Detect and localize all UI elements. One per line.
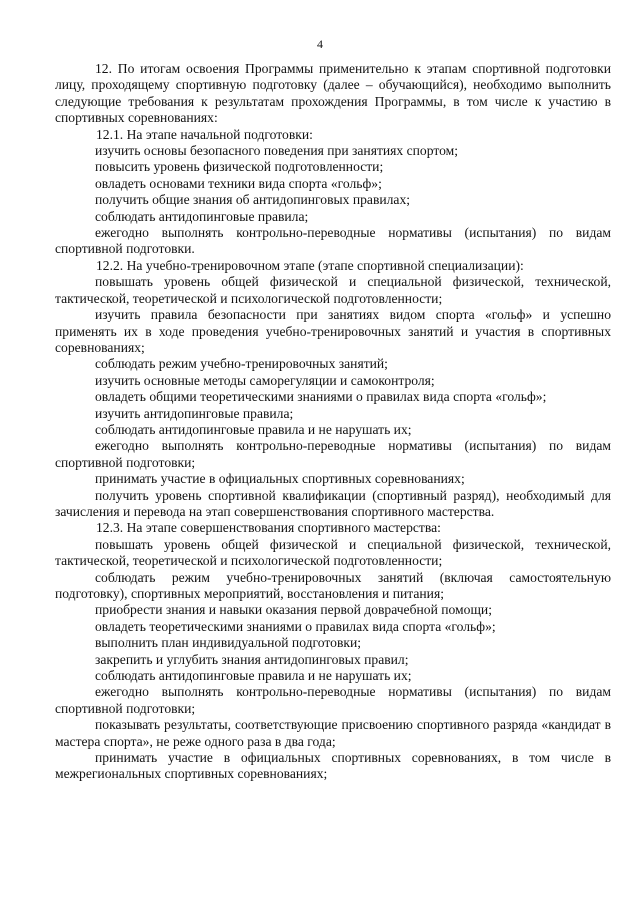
list-item: получить уровень спортивной квалификации (спортивный разряд), необходимый для зачисления и перевода на этап совершенствования спортивного мастерства. <box>55 487 611 519</box>
heading-12-2: 12.2. На учебно-тренировочном этапе (этапе спортивной специализации): <box>96 257 524 273</box>
list-item: соблюдать антидопинговые правила и не нарушать их; <box>95 421 412 437</box>
list-item: принимать участие в официальных спортивных соревнованиях; <box>95 471 465 487</box>
list-item: соблюдать антидопинговые правила; <box>95 208 309 224</box>
list-item: закрепить и углубить знания антидопинговых правил; <box>95 651 409 667</box>
list-item: изучить правила безопасности при занятиях видом спорта «гольф» и успешно применять их в ходе проведения учебно-тренировочных занятий и участия в спортивных соревнованиях; <box>55 307 611 355</box>
list-item: ежегодно выполнять контрольно-переводные нормативы (испытания) по видам спортивной подготовки; <box>55 438 611 470</box>
list-item: ежегодно выполнять контрольно-переводные нормативы (испытания) по видам спортивной подготовки; <box>55 684 611 716</box>
page-number: 4 <box>317 37 323 51</box>
list-item: принимать участие в официальных спортивных соревнованиях, в том числе в межрегиональных спортивных соревнованиях; <box>55 750 611 782</box>
list-item: ежегодно выполнять контрольно-переводные нормативы (испытания) по видам спортивной подготовки. <box>55 225 611 257</box>
list-item: приобрести знания и навыки оказания первой доврачебной помощи; <box>95 602 492 618</box>
paragraph-12-intro: 12. По итогам освоения Программы применительно к этапам спортивной подготовки лицу, проходящему спортивную подготовку (далее – обучающийся), необходимо выполнить следующие требования к результатам прохождения Программы, в том числе к участию в спортивных соревнованиях: <box>55 61 611 126</box>
heading-12-1: 12.1. На этапе начальной подготовки: <box>96 126 313 142</box>
list-item: изучить антидопинговые правила; <box>95 405 294 421</box>
list-item: повышать уровень общей физической и специальной физической, технической, тактической, теоретической и психологической подготовленности; <box>55 274 611 306</box>
list-item: выполнить план индивидуальной подготовки; <box>95 635 362 651</box>
list-item: овладеть основами техники вида спорта «гольф»; <box>95 175 382 191</box>
list-item: овладеть общими теоретическими знаниями о правилах вида спорта «гольф»; <box>95 389 547 405</box>
list-item: показывать результаты, соответствующие присвоению спортивного разряда «кандидат в мастера спорта», не реже одного раза в два года; <box>55 717 611 749</box>
list-item: соблюдать режим учебно-тренировочных занятий (включая самостоятельную подготовку), спортивных мероприятий, восстановления и питания; <box>55 569 611 601</box>
list-item: повысить уровень физической подготовленности; <box>95 159 384 175</box>
list-item: изучить основные методы саморегуляции и самоконтроля; <box>95 372 435 388</box>
list-item: овладеть теоретическими знаниями о правилах вида спорта «гольф»; <box>95 618 496 634</box>
list-item: повышать уровень общей физической и специальной физической, технической, тактической, теоретической и психологической подготовленности; <box>55 536 611 569</box>
list-item: получить общие знания об антидопинговых правилах; <box>95 192 411 208</box>
document-body <box>55 61 611 783</box>
heading-12-3: 12.3. На этапе совершенствования спортивного мастерства: <box>96 520 441 536</box>
list-item: соблюдать антидопинговые правила и не нарушать их; <box>95 668 412 684</box>
list-item: изучить основы безопасного поведения при занятиях спортом; <box>95 143 459 159</box>
list-item: соблюдать режим учебно-тренировочных занятий; <box>95 356 388 372</box>
